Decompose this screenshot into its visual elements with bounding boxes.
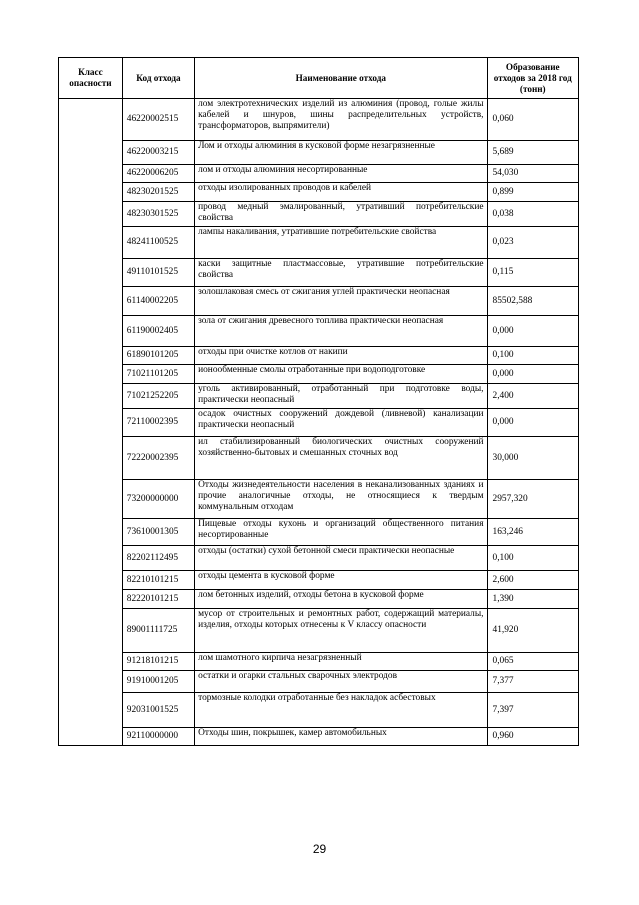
table-row — [59, 409, 579, 437]
waste-code-cell: 46220003215 — [122, 141, 194, 165]
table-row — [59, 671, 579, 693]
waste-name-cell: лампы накаливания, утратившие потребительские свойства — [195, 227, 487, 259]
waste-table — [58, 57, 579, 746]
table-row — [59, 202, 579, 227]
waste-code-cell: 91218101215 — [122, 653, 194, 671]
generation-amount-cell: 0,000 — [487, 316, 578, 347]
waste-name-cell: осадок очистных сооружений дождевой (ливневой) канализации практически неопасный — [195, 409, 487, 437]
waste-name-cell: отходы (остатки) сухой бетонной смеси практически неопасные — [195, 546, 487, 571]
table-row — [59, 571, 579, 590]
table-row — [59, 609, 579, 653]
waste-name-cell: лом бетонных изделий, отходы бетона в кусковой форме — [195, 590, 487, 609]
table-row — [59, 728, 579, 746]
generation-amount-cell: 2957,320 — [487, 480, 578, 519]
table-row — [59, 141, 579, 165]
waste-name-cell: ил стабилизированный биологических очистных сооружений хозяйственно-бытовых и смешанных сточных вод — [195, 437, 487, 480]
generation-amount-cell: 85502,588 — [487, 287, 578, 316]
waste-name-cell: Отходы шин, покрышек, камер автомобильных — [195, 728, 487, 746]
table-row — [59, 183, 579, 202]
table-row — [59, 227, 579, 259]
table-row — [59, 259, 579, 287]
hazard-class-cell — [59, 99, 123, 746]
generation-amount-cell: 0,038 — [487, 202, 578, 227]
waste-name-cell: зола от сжигания древесного топлива практически неопасная — [195, 316, 487, 347]
generation-amount-cell: 1,390 — [487, 590, 578, 609]
waste-code-cell: 46220002515 — [122, 99, 194, 141]
generation-amount-cell: 7,377 — [487, 671, 578, 693]
generation-amount-cell: 0,899 — [487, 183, 578, 202]
waste-name-cell: отходы при очистке котлов от накипи — [195, 347, 487, 365]
table-header-row — [59, 58, 579, 99]
waste-name-cell: отходы изолированных проводов и кабелей — [195, 183, 487, 202]
waste-code-cell: 71021101205 — [122, 365, 194, 384]
generation-amount-cell: 0,023 — [487, 227, 578, 259]
waste-code-cell: 61140002205 — [122, 287, 194, 316]
table-row — [59, 165, 579, 183]
generation-amount-cell: 41,920 — [487, 609, 578, 653]
waste-code-cell: 49110101525 — [122, 259, 194, 287]
waste-code-cell: 82220101215 — [122, 590, 194, 609]
waste-name-cell: мусор от строительных и ремонтных работ, содержащий материалы, изделия, отходы которых отнесены к V классу опасности — [195, 609, 487, 653]
generation-amount-cell: 7,397 — [487, 693, 578, 728]
table-row — [59, 384, 579, 409]
waste-code-cell: 48230201525 — [122, 183, 194, 202]
waste-code-cell: 61190002405 — [122, 316, 194, 347]
table-row — [59, 347, 579, 365]
waste-name-cell: ионообменные смолы отработанные при водоподготовке — [195, 365, 487, 384]
waste-name-cell: золошлаковая смесь от сжигания углей практически неопасная — [195, 287, 487, 316]
waste-name-cell: лом электротехнических изделий из алюминия (провод, голые жилы кабелей и шнуров, шины распределительных устройств, трансформаторов, выпрямители) — [195, 99, 487, 141]
header-waste-code: Код отхода — [122, 58, 194, 99]
header-hazard-class: Класс опасности — [59, 58, 123, 99]
header-generation-amount: Образование отходов за 2018 год (тонн) — [487, 58, 578, 99]
table-row — [59, 365, 579, 384]
waste-code-cell: 48230301525 — [122, 202, 194, 227]
waste-name-cell: тормозные колодки отработанные без накладок асбестовых — [195, 693, 487, 728]
waste-name-cell: каски защитные пластмассовые, утратившие потребительские свойства — [195, 259, 487, 287]
table-row — [59, 287, 579, 316]
waste-code-cell: 82210101215 — [122, 571, 194, 590]
table-body — [59, 99, 579, 746]
generation-amount-cell: 0,065 — [487, 653, 578, 671]
waste-code-cell: 91910001205 — [122, 671, 194, 693]
table-row — [59, 480, 579, 519]
waste-code-cell: 72220002395 — [122, 437, 194, 480]
waste-code-cell: 72110002395 — [122, 409, 194, 437]
waste-name-cell: лом и отходы алюминия несортированные — [195, 165, 487, 183]
header-waste-name: Наименование отхода — [195, 58, 487, 99]
table-row — [59, 590, 579, 609]
table-row — [59, 546, 579, 571]
waste-name-cell: отходы цемента в кусковой форме — [195, 571, 487, 590]
waste-code-cell: 82202112495 — [122, 546, 194, 571]
generation-amount-cell: 0,115 — [487, 259, 578, 287]
table-row — [59, 653, 579, 671]
waste-code-cell: 89001111725 — [122, 609, 194, 653]
generation-amount-cell: 54,030 — [487, 165, 578, 183]
generation-amount-cell: 0,100 — [487, 347, 578, 365]
generation-amount-cell: 0,960 — [487, 728, 578, 746]
waste-name-cell: Лом и отходы алюминия в кусковой форме незагрязненные — [195, 141, 487, 165]
generation-amount-cell: 2,400 — [487, 384, 578, 409]
waste-code-cell: 73610001305 — [122, 519, 194, 546]
waste-code-cell: 61890101205 — [122, 347, 194, 365]
generation-amount-cell: 0,060 — [487, 99, 578, 141]
waste-name-cell: остатки и огарки стальных сварочных электродов — [195, 671, 487, 693]
waste-name-cell: Отходы жизнедеятельности населения в неканализованных зданиях и прочие аналогичные отходы, не относящиеся к твердым коммунальным отходам — [195, 480, 487, 519]
table-row — [59, 693, 579, 728]
generation-amount-cell: 0,000 — [487, 409, 578, 437]
page-number: 29 — [312, 842, 327, 856]
generation-amount-cell: 163,246 — [487, 519, 578, 546]
waste-name-cell: уголь активированный, отработанный при подготовке воды, практически неопасный — [195, 384, 487, 409]
generation-amount-cell: 30,000 — [487, 437, 578, 480]
waste-name-cell: провод медный эмалированный, утративший потребительские свойства — [195, 202, 487, 227]
waste-code-cell: 92031001525 — [122, 693, 194, 728]
table-row — [59, 519, 579, 546]
waste-code-cell: 46220006205 — [122, 165, 194, 183]
waste-code-cell: 71021252205 — [122, 384, 194, 409]
table-row — [59, 316, 579, 347]
waste-code-cell: 73200000000 — [122, 480, 194, 519]
generation-amount-cell: 2,600 — [487, 571, 578, 590]
waste-code-cell: 48241100525 — [122, 227, 194, 259]
waste-name-cell: Пищевые отходы кухонь и организаций общественного питания несортированные — [195, 519, 487, 546]
generation-amount-cell: 0,000 — [487, 365, 578, 384]
generation-amount-cell: 0,100 — [487, 546, 578, 571]
generation-amount-cell: 5,689 — [487, 141, 578, 165]
table-row — [59, 437, 579, 480]
waste-name-cell: лом шамотного кирпича незагрязненный — [195, 653, 487, 671]
waste-code-cell: 92110000000 — [122, 728, 194, 746]
table-row — [59, 99, 579, 141]
